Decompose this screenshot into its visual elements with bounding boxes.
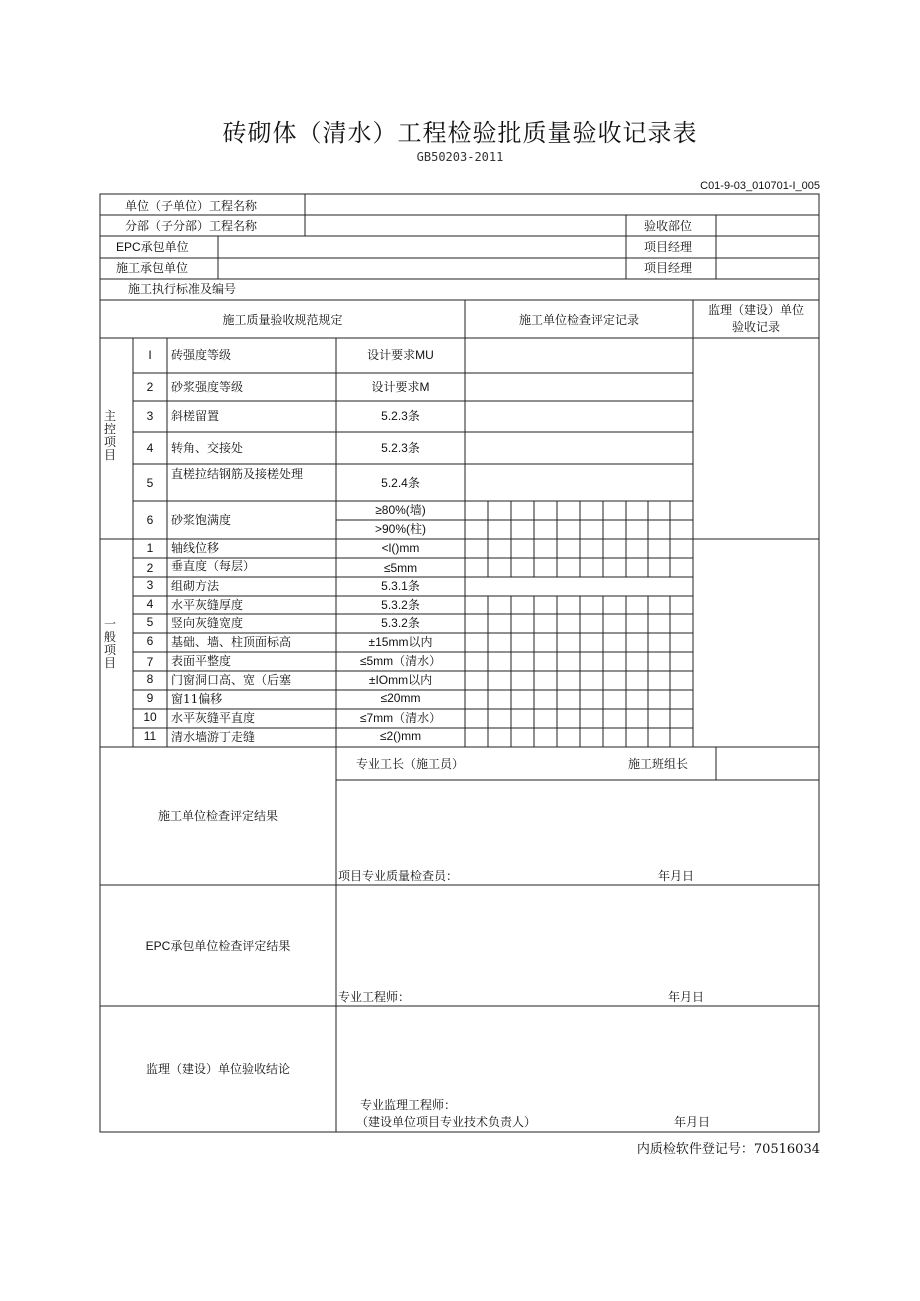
spec-column-header: 施工质量验收规范规定 [222, 313, 343, 327]
general-items-group-label: 一般项目 [103, 617, 116, 670]
general-item-requirement: ±15mm以内 [368, 635, 433, 649]
epc-unit-label: EPC承包单位 [116, 240, 189, 254]
general-item-requirement: <l()mm [381, 541, 420, 555]
software-registration-number: 内质检软件登记号：70516034 [636, 1142, 820, 1157]
general-item-name: 轴线位移 [171, 541, 220, 555]
general-item-no: 11 [143, 729, 157, 743]
general-item-no: 2 [146, 561, 154, 575]
main-item-name: 砂浆强度等级 [171, 380, 244, 394]
sub-project-label: 分部（子分部）工程名称 [125, 219, 258, 233]
construction-unit-label: 施工承包单位 [116, 261, 189, 275]
check-record-column-header: 施工单位检查评定记录 [518, 313, 639, 327]
quality-inspector-label: 项目专业质量检查员： [338, 869, 459, 883]
general-item-no: 1 [146, 541, 154, 555]
general-item-requirement: 5.3.2条 [381, 598, 420, 612]
general-item-name: 门窗洞口高、宽（后塞 [171, 673, 292, 687]
general-item-no: 5 [146, 615, 154, 629]
main-item-no: 2 [146, 380, 154, 394]
general-item-no: 7 [146, 655, 154, 669]
main-item-no: I [148, 348, 152, 362]
epc-result-label: EPC承包单位检查评定结果 [145, 939, 291, 953]
main-item-requirement: 5.2.3条 [381, 441, 420, 455]
engineer-label: 专业工程师： [338, 990, 411, 1004]
general-item-no: 3 [146, 578, 154, 592]
main-item-requirement-column: >90%(柱) [374, 522, 427, 536]
general-item-no: 8 [146, 672, 154, 686]
general-item-no: 9 [146, 691, 154, 705]
owner-technical-lead-label: （建设单位项目专业技术负责人） [356, 1115, 537, 1129]
supervision-result-label: 监理（建设）单位验收结论 [145, 1062, 290, 1076]
main-item-no: 4 [146, 441, 154, 455]
general-item-name: 水平灰缝厚度 [171, 598, 244, 612]
main-item-requirement: 设计要求M [371, 380, 430, 394]
general-item-requirement: ≤7mm（清水） [359, 711, 442, 725]
date-label-3: 年月日 [674, 1115, 711, 1129]
supervision-column-header-1: 监理（建设）单位 [707, 303, 804, 317]
date-label-1: 年月日 [658, 869, 695, 883]
main-item-name: 转角、交接处 [171, 441, 244, 455]
project-manager-label-2: 项目经理 [644, 261, 693, 275]
general-item-requirement: ≤5mm [383, 561, 418, 575]
general-item-requirement: ±IOmm以内 [368, 673, 433, 687]
general-item-requirement: 5.3.2条 [381, 616, 420, 630]
form-code: C01-9-03_010701-I_005 [700, 180, 820, 192]
general-item-name: 竖向灰缝宽度 [171, 616, 244, 630]
main-item-no: 6 [146, 513, 154, 527]
main-items-group-label: 主控项目 [103, 409, 116, 462]
main-item-requirement: 设计要求MU [367, 348, 434, 362]
general-item-name: 清水墙游丁走缝 [171, 730, 256, 744]
general-item-no: 6 [146, 634, 154, 648]
form-title: 砖砌体（清水）工程检验批质量验收记录表 [222, 119, 698, 147]
general-item-requirement: ≤2()mm [379, 729, 422, 743]
construction-result-label: 施工单位检查评定结果 [157, 809, 278, 823]
main-item-name: 斜槎留置 [171, 409, 220, 423]
main-item-name: 直槎拉结钢筋及接槎处理 [171, 467, 304, 481]
general-item-requirement: ≤20mm [380, 691, 421, 705]
general-item-name: 组砌方法 [171, 579, 220, 593]
project-manager-label-1: 项目经理 [644, 240, 693, 254]
standard-code: GB50203-2011 [416, 150, 504, 164]
general-item-name: 表面平整度 [171, 654, 232, 668]
main-item-name: 砂浆饱满度 [171, 513, 232, 527]
exec-standard-label: 施工执行标准及编号 [128, 282, 237, 296]
general-item-no: 10 [143, 710, 157, 724]
main-item-requirement-wall: ≥80%(墙) [375, 503, 426, 517]
general-item-name: 基础、墙、柱顶面标高 [171, 635, 292, 649]
supervision-column-header-2: 验收记录 [731, 320, 780, 334]
team-leader-label: 施工班组长 [628, 757, 689, 771]
main-item-requirement: 5.2.3条 [381, 409, 420, 423]
general-item-name: 窗11偏移 [171, 692, 223, 706]
date-label-2: 年月日 [668, 990, 705, 1004]
main-item-name: 砖强度等级 [171, 348, 232, 362]
main-item-no: 5 [146, 476, 154, 490]
foreman-label: 专业工长（施工员） [356, 757, 465, 771]
general-item-requirement: ≤5mm（清水） [359, 654, 442, 668]
general-item-name: 水平灰缝平直度 [171, 711, 256, 725]
main-item-no: 3 [146, 409, 154, 423]
main-item-requirement: 5.2.4条 [381, 476, 420, 490]
unit-project-label: 单位（子单位）工程名称 [125, 199, 258, 213]
general-item-no: 4 [146, 597, 154, 611]
acceptance-part-label: 验收部位 [644, 219, 693, 233]
general-item-requirement: 5.3.1条 [381, 579, 420, 593]
supervisor-label: 专业监理工程师： [360, 1098, 457, 1112]
general-item-name: 垂直度（每层） [171, 559, 256, 573]
